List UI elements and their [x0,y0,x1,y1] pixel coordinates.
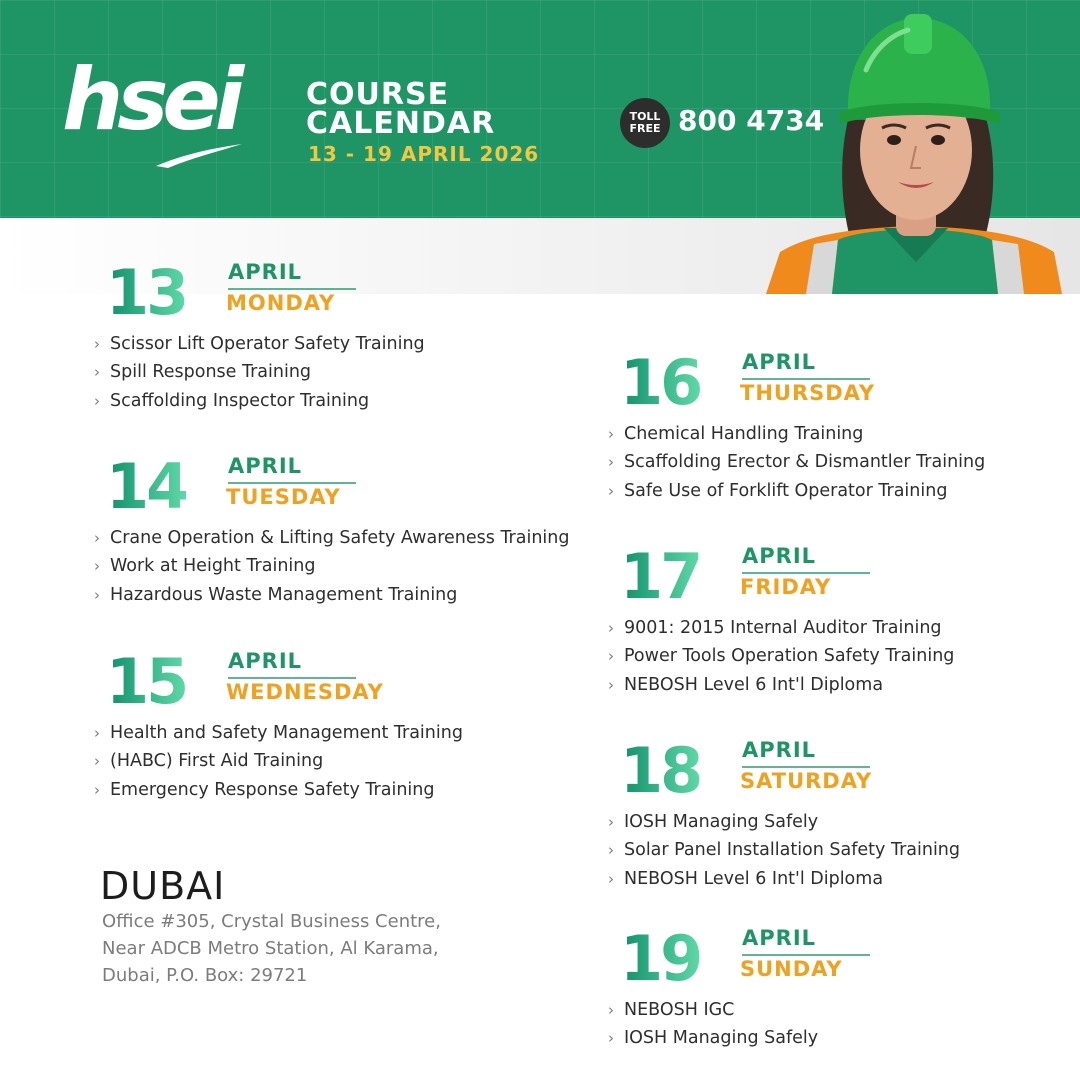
day-month: APRIL [742,738,817,762]
chevron-right-icon: › [608,619,614,637]
address-line-2: Near ADCB Metro Station, Al Karama, [102,938,439,959]
course-calendar-title [306,77,496,141]
course-item[interactable] [94,719,463,747]
course-item[interactable] [94,581,570,609]
safety-worker-photo [766,0,1066,294]
logo-text: hsei [62,50,239,150]
chevron-right-icon: › [94,557,100,576]
course-list [94,524,570,609]
course-title: Crane Operation & Lifting Safety Awareness Training [110,528,570,548]
course-title: NEBOSH Level 6 Int'l Diploma [624,674,884,695]
course-item[interactable] [94,358,425,386]
day-weekday: FRIDAY [740,575,832,599]
day-number: 13 [106,256,187,329]
course-item[interactable] [608,836,960,864]
chevron-right-icon: › [608,841,614,860]
day-month: APRIL [228,649,303,673]
day-divider [742,572,870,574]
course-title: Spill Response Training [110,362,312,383]
toll-free-badge [620,98,670,148]
day-divider [228,482,356,484]
day-number: 15 [106,645,187,718]
course-item[interactable] [608,1024,818,1052]
course-title: Scaffolding Inspector Training [110,390,370,411]
chevron-right-icon: › [94,363,100,382]
course-title: Emergency Response Safety Training [110,779,435,800]
chevron-right-icon: › [608,481,614,500]
day-number: 19 [620,922,701,995]
day-number: 14 [106,450,187,523]
course-title: NEBOSH IGC [624,1000,735,1020]
chevron-right-icon: › [608,453,614,472]
chevron-right-icon: › [608,1001,614,1019]
course-item[interactable] [94,747,463,775]
day-number: 16 [620,346,701,419]
course-title: Scaffolding Erector & Dismantler Training [624,452,986,473]
toll-free-line-1: TOLL [629,110,661,123]
title-line-2: CALENDAR [306,106,496,141]
logo-swoosh-icon [154,140,244,170]
day-divider [228,677,356,679]
course-title: Solar Panel Installation Safety Training [624,840,961,861]
course-title: Scissor Lift Operator Safety Training [110,334,425,354]
course-list [94,719,463,804]
chevron-right-icon: › [608,1029,614,1048]
day-weekday: THURSDAY [740,381,876,405]
course-item[interactable] [608,996,818,1024]
day-divider [742,954,870,956]
day-month: APRIL [228,260,303,284]
title-line-1: COURSE [306,77,450,112]
day-divider [742,378,870,380]
chevron-right-icon: › [608,869,614,888]
chevron-right-icon: › [94,529,100,547]
course-title: Hazardous Waste Management Training [110,584,458,605]
day-divider [742,766,870,768]
address-line-1: Office #305, Crystal Business Centre, [102,911,441,932]
course-item[interactable] [608,671,954,699]
course-item[interactable] [94,776,463,804]
day-weekday: SATURDAY [740,769,873,793]
course-item[interactable] [94,387,425,415]
course-item[interactable] [608,642,954,670]
chevron-right-icon: › [608,425,614,443]
office-address [102,908,441,989]
chevron-right-icon: › [608,813,614,831]
toll-free-line-2: FREE [629,122,661,135]
chevron-right-icon: › [94,780,100,799]
chevron-right-icon: › [94,585,100,604]
course-list [608,614,954,699]
day-month: APRIL [742,926,817,950]
chevron-right-icon: › [608,675,614,694]
phone-number[interactable]: 800 4734 [678,104,825,137]
chevron-right-icon: › [94,391,100,410]
chevron-right-icon: › [608,647,614,666]
chevron-right-icon: › [94,335,100,353]
course-list [608,420,985,505]
course-item[interactable] [94,330,425,358]
course-list [94,330,425,415]
course-title: Power Tools Operation Safety Training [624,646,955,667]
course-list [608,996,818,1053]
course-title: NEBOSH Level 6 Int'l Diploma [624,868,884,889]
day-number: 17 [620,540,701,613]
course-item[interactable] [608,448,985,476]
course-item[interactable] [608,808,960,836]
course-item[interactable] [608,420,985,448]
day-month: APRIL [742,350,817,374]
course-title: Health and Safety Management Training [110,723,463,743]
day-month: APRIL [228,454,303,478]
course-item[interactable] [608,614,954,642]
city-heading: DUBAI [100,864,226,908]
course-item[interactable] [608,477,985,505]
day-weekday: MONDAY [226,291,336,315]
course-title: Chemical Handling Training [624,424,864,444]
day-weekday: WEDNESDAY [226,680,384,704]
course-list [608,808,960,893]
day-number: 18 [620,734,701,807]
address-line-3: Dubai, P.O. Box: 29721 [102,965,308,986]
chevron-right-icon: › [94,724,100,742]
day-weekday: TUESDAY [226,485,341,509]
day-weekday: SUNDAY [740,957,843,981]
course-title: IOSH Managing Safely [624,812,819,832]
course-title: 9001: 2015 Internal Auditor Training [624,618,942,638]
hsei-logo[interactable] [62,52,252,172]
course-title: (HABC) First Aid Training [110,751,324,772]
day-divider [228,288,356,290]
course-item[interactable] [94,552,570,580]
course-title: IOSH Managing Safely [624,1028,819,1049]
course-item[interactable] [94,524,570,552]
course-title: Work at Height Training [110,556,316,577]
day-month: APRIL [742,544,817,568]
course-item[interactable] [608,865,960,893]
chevron-right-icon: › [94,752,100,771]
course-title: Safe Use of Forklift Operator Training [624,480,948,501]
date-range: 13 - 19 APRIL 2026 [308,142,540,166]
